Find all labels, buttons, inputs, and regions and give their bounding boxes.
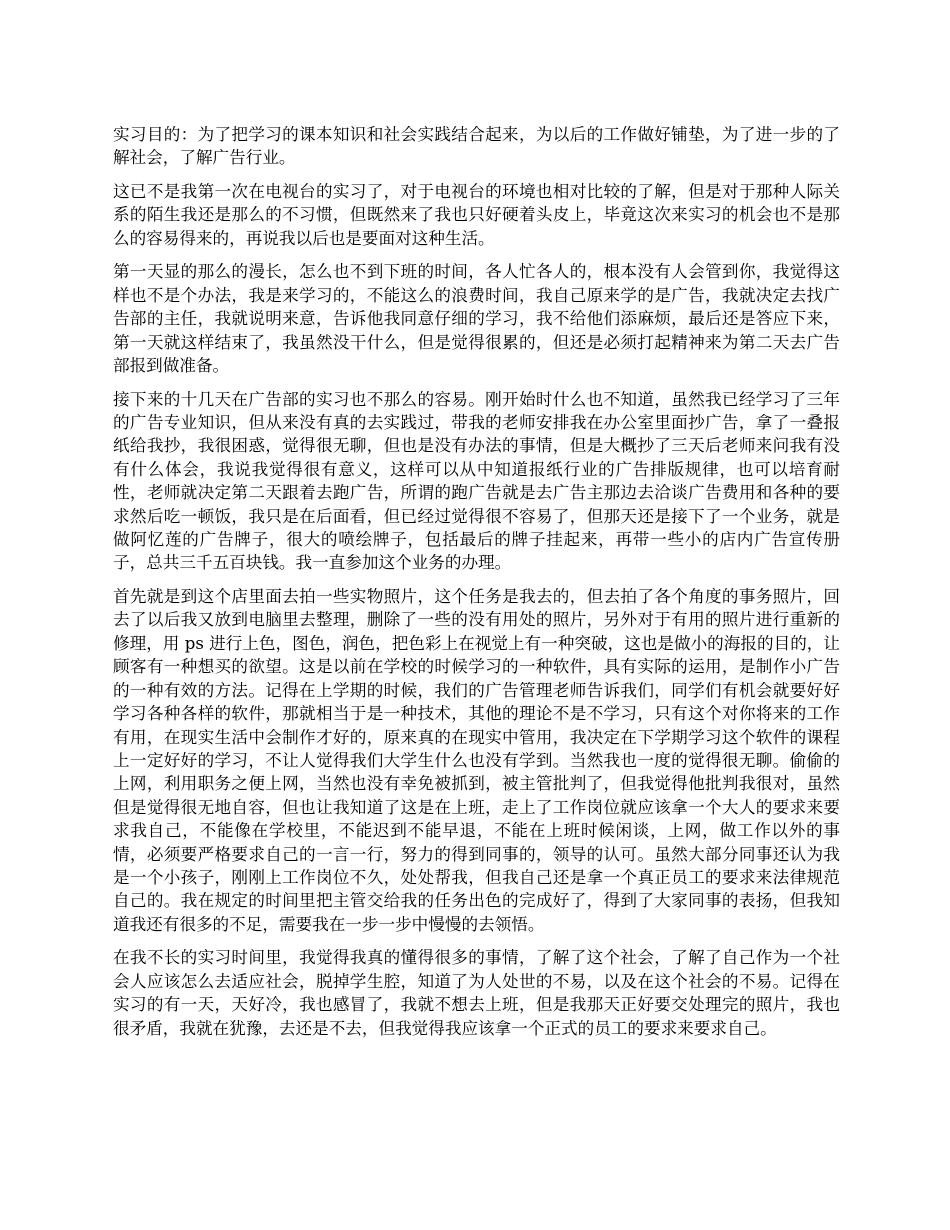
paragraph-photo-task: 首先就是到这个店里面去拍一些实物照片，这个任务是我去的，但去拍了各个角度的事务照片，回去了以后我又放到电脑里去整理，删除了一些的没有用处的照片，另外对于有用的照片进行重新的修理，用 ps 进行上色，图色，润色，把色彩上在视觉上有一种突破，这也是做小的海报的目的，让顾客有一种想买的欲望。这是以前在学校的时候学习的一种软件，具有实际的运用，是制作小广告的一种有效的方法。记得在上学期的时候，我们的广告管理老师告诉我们，同学们有机会就要好好学习各种各样的软件，那就相当于是一种技术，其他的理论不是不学习，只有这个对你将来的工作有用，在现实生活中会制作才好的，原来真的在现实中管用，我决定在下学期学习这个软件的课程上一定好好的学习，不让人觉得我们大学生什么也没有学到。当然我也一度的觉得很无聊。偷偷的上网，利用职务之便上网，当然也没有幸免被抓到，被主管批判了，但我觉得他批判我很对，虽然但是觉得很无地自容，但也让我知道了这是在上班，走上了工作岗位就应该拿一个大人的要求来要求我自己，不能像在学校里，不能迟到不能早退，不能在上班时候闲谈，上网，做工作以外的事情，必须要严格要求自己的一言一行，努力的得到同事的，领导的认可。虽然大部分同事还认为我是一个小孩子，刚刚上工作岗位不久，处处帮我，但我自己还是拿一个真正员工的要求来法律规范自己的。我在规定的时间里把主管交给我的任务出色的完成好了，得到了大家同事的表扬，但我知道我还有很多的不足，需要我在一步一步中慢慢的去领悟。 [113, 587, 840, 934]
paragraph-reflection: 在我不长的实习时间里，我觉得我真的懂得很多的事情，了解了这个社会，了解了自己作为一个社会人应该怎么去适应社会，脱掉学生腔，知道了为人处世的不易，以及在这个社会的不易。记得在实习的有一天，天好冷，我也感冒了，我就不想去上班，但是我那天正好要交处理完的照片，我也很矛盾，我就在犹豫，去还是不去，但我觉得我应该拿一个正式的员工的要求来要求自己。 [113, 948, 840, 1038]
paragraph-first-day: 第一天显的那么的漫长，怎么也不到下班的时间，各人忙各人的，根本没有人会管到你，我觉得这样也不是个办法，我是来学习的，不能这么的浪费时间，我自己原来学的是广告，我就决定去找广告部的主任，我就说明来意，告诉他我同意仔细的学习，我不给他们添麻烦，最后还是答应下来，第一天就这样结束了，我虽然没干什么，但是觉得很累的，但还是必须打起精神来为第二天去广告部报到做准备。 [113, 262, 840, 376]
document-body [113, 123, 840, 1050]
paragraph-purpose: 实习目的：为了把学习的课本知识和社会实践结合起来，为以后的工作做好铺垫，为了进一步的了解社会，了解广告行业。 [113, 125, 840, 168]
paragraph-ad-department: 接下来的十几天在广告部的实习也不那么的容易。刚开始时什么也不知道，虽然我已经学习了三年的广告专业知识，但从来没有真的去实践过，带我的老师安排我在办公室里面抄广告，拿了一叠报纸给我抄，我很困惑，觉得很无聊，但也是没有办法的事情，但是大概抄了三天后老师来问我有没有什么体会，我说我觉得很有意义，这样可以从中知道报纸行业的广告排版规律，也可以培育耐性，老师就决定第二天跟着去跑广告，所谓的跑广告就是去广告主那边去洽谈广告费用和各种的要求然后吃一顿饭，我只是在后面看，但已经过觉得很不容易了，但那天还是接下了一个业务，就是做阿忆莲的广告牌子，很大的喷绘牌子，包括最后的牌子挂起来，再带一些小的店内广告宣传册子，总共三千五百块钱。我一直参加这个业务的办理。 [113, 389, 840, 573]
paragraph-tv-station: 这已不是我第一次在电视台的实习了，对于电视台的环境也相对比较的了解，但是对于那种人际关系的陌生我还是那么的不习惯，但既然来了我也只好硬着头皮上，毕竟这次来实习的机会也不是那么的容易得来的，再说我以后也是要面对这种生活。 [113, 182, 840, 248]
